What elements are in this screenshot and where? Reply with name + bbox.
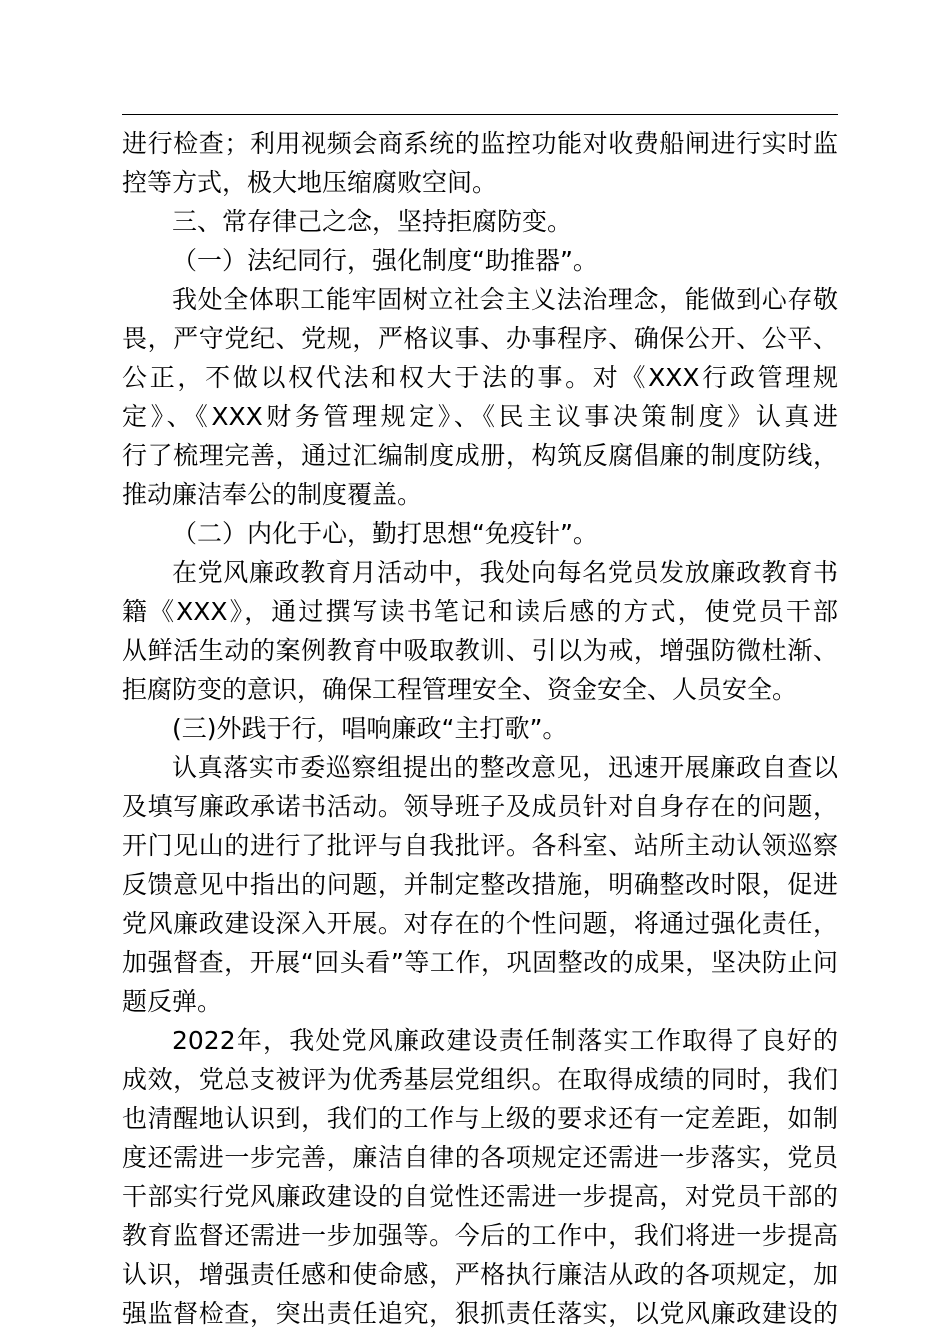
text-line: 在党风廉政教育月活动中，我处向每名党员发放廉政教育书 [172, 558, 838, 587]
text-line: 推动廉洁奉公的制度覆盖。 [122, 480, 423, 509]
text-line: 认真落实市委巡察组提出的整改意见，迅速开展廉政自查以 [172, 753, 838, 782]
text-line: 强监督检查，突出责任追究，狠抓责任落实，以党风廉政建设的 [122, 1299, 838, 1328]
section-heading: 三、常存律己之念，坚持拒腐防变。 [172, 207, 573, 236]
text-line: 党风廉政建设深入开展。对存在的个性问题，将通过强化责任， [122, 909, 838, 938]
text-line: 加强督查，开展“回头看”等工作，巩固整改的成果，坚决防止问 [122, 948, 838, 977]
subsection-heading: （二）内化于心，勤打思想“免疫针”。 [172, 519, 598, 548]
text-line: 控等方式，极大地压缩腐败空间。 [122, 168, 498, 197]
text-line: 从鲜活生动的案例教育中吸取教训、引以为戒，增强防微杜渐、 [122, 636, 838, 665]
text-line: 畏，严守党纪、党规，严格议事、办事程序、确保公开、公平、 [122, 324, 838, 353]
text-line: 也清醒地认识到，我们的工作与上级的要求还有一定差距，如制 [122, 1104, 838, 1133]
text-line: 题反弹。 [122, 987, 223, 1016]
text-line: 公正，不做以权代法和权大于法的事。对《XXX行政管理规 [122, 363, 838, 392]
document-body [122, 124, 838, 1333]
text-line: 拒腐防变的意识，确保工程管理安全、资金安全、人员安全。 [122, 675, 798, 704]
text-line: 籍《XXX》，通过撰写读书笔记和读后感的方式，使党员干部 [122, 597, 838, 626]
subsection-heading: (三)外践于行，唱响廉政“主打歌”。 [172, 714, 568, 743]
text-line: 度还需进一步完善，廉洁自律的各项规定还需进一步落实，党员 [122, 1143, 838, 1172]
text-line: 我处全体职工能牢固树立社会主义法治理念，能做到心存敬 [172, 285, 838, 314]
text-line: 教育监督还需进一步加强等。今后的工作中，我们将进一步提高 [122, 1221, 838, 1250]
text-line: 开门见山的进行了批评与自我批评。各科室、站所主动认领巡察 [122, 831, 838, 860]
text-line: 反馈意见中指出的问题，并制定整改措施，明确整改时限，促进 [122, 870, 838, 899]
text-line: 进行检查；利用视频会商系统的监控功能对收费船闸进行实时监 [122, 129, 838, 158]
text-line: 定》、《XXX财务管理规定》、《民主议事决策制度》认真进 [122, 402, 838, 431]
text-line: 2022年，我处党风廉政建设责任制落实工作取得了良好的 [172, 1026, 838, 1055]
text-line: 干部实行党风廉政建设的自觉性还需进一步提高，对党员干部的 [122, 1182, 838, 1211]
text-line: 及填写廉政承诺书活动。领导班子及成员针对自身存在的问题， [122, 792, 838, 821]
text-line: 认识，增强责任感和使命感，严格执行廉洁从政的各项规定，加 [122, 1260, 838, 1289]
header-rule [122, 114, 838, 115]
text-line: 行了梳理完善，通过汇编制度成册，构筑反腐倡廉的制度防线， [122, 441, 838, 470]
subsection-heading: （一）法纪同行，强化制度“助推器”。 [172, 246, 598, 275]
text-line: 成效，党总支被评为优秀基层党组织。在取得成绩的同时，我们 [122, 1065, 838, 1094]
